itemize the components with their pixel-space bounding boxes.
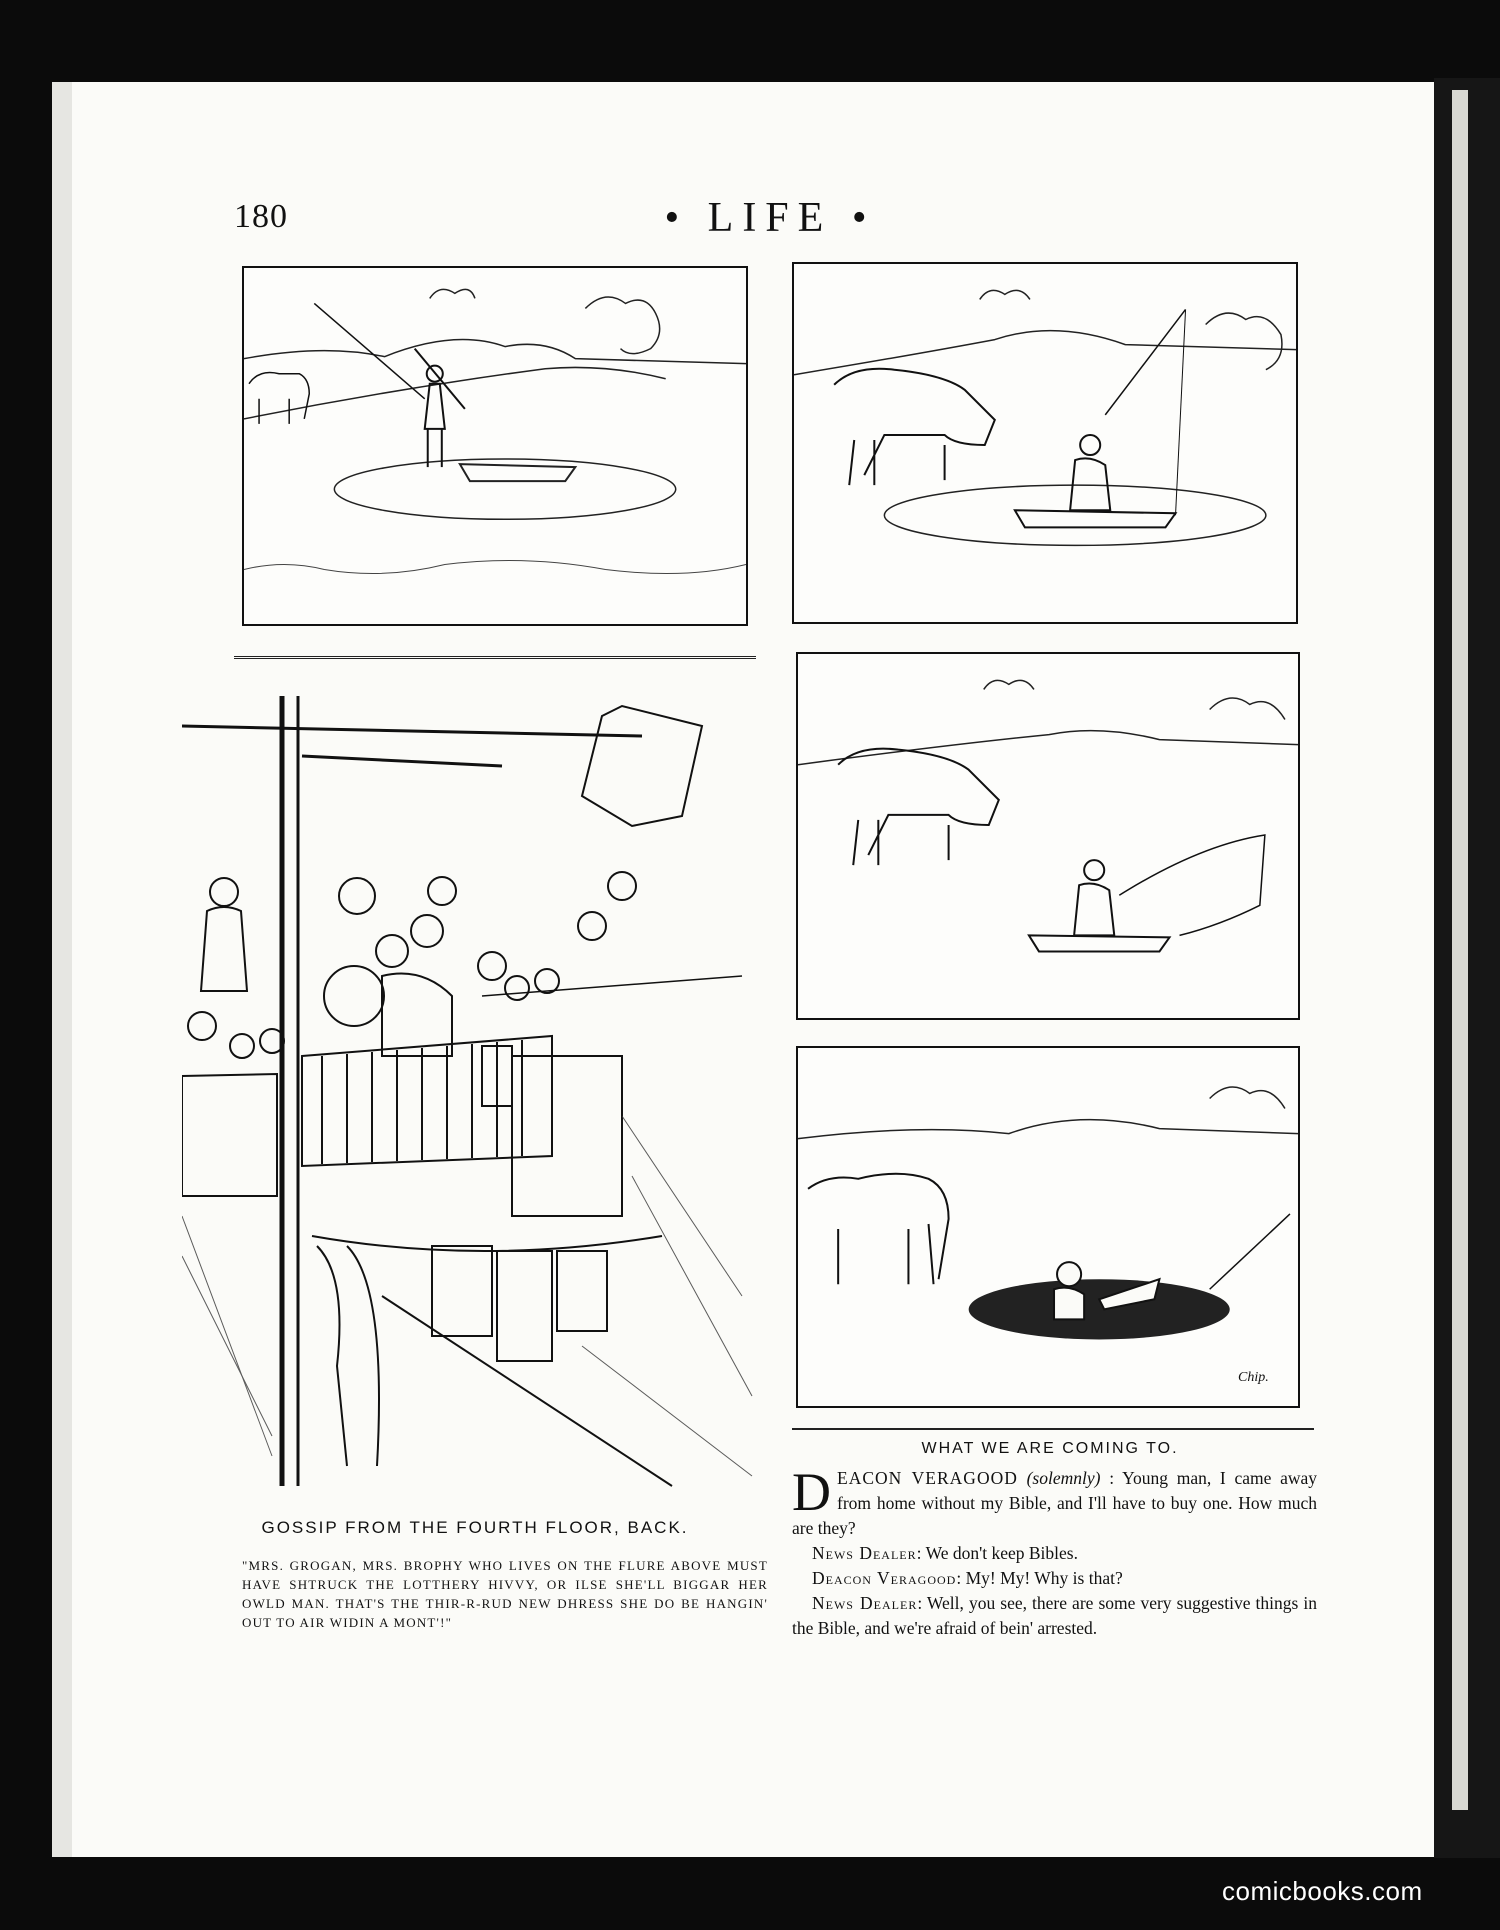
gossip-caption-quote: "MRS. GROGAN, MRS. BROPHY WHO LIVES ON THE FLURE ABOVE MUST HAVE SHTRUCK THE LOTTHERY HIVVY, OR ILSE SHE'LL BIGGAR HER OWLD MAN. THAT'S THE THIR-R-RUD NEW DHRESS SHE DO BE HANGIN' OUT TO AIR WIDIN A MONT'!" <box>242 1558 768 1630</box>
tenement-gossip-illustration <box>182 696 757 1491</box>
story-text <box>792 1462 1318 1641</box>
speaker-news-dealer: News Dealer <box>812 1543 917 1563</box>
dialogue-text: : Well, you see, there are some very suggestive things in the Bible, and we're afraid of bein' arrested. <box>792 1593 1317 1638</box>
drop-cap: D <box>792 1462 831 1522</box>
divider-rule <box>234 656 756 659</box>
magazine-title: • LIFE • <box>664 195 876 241</box>
adjacent-page-edge <box>1452 90 1468 1810</box>
story-divider-rule <box>792 1428 1314 1430</box>
story-line-4 <box>792 1591 1317 1641</box>
tenement-balcony-drawing <box>182 696 757 1491</box>
stage-direction: (solemnly) <box>1026 1468 1101 1488</box>
dialogue-text: : We don't keep Bibles. <box>916 1543 1078 1563</box>
comic-panel-2 <box>792 262 1298 624</box>
site-watermark: comicbooks.com <box>1222 1876 1423 1906</box>
speaker-deacon: EACON VERAGOOD <box>837 1468 1018 1488</box>
story-line-3 <box>792 1566 1317 1591</box>
dialogue-text: : Young man, I came away from home without my Bible, and I'll have to buy one. How much are they? <box>792 1468 1318 1538</box>
comic-panel-1 <box>242 266 748 626</box>
dialogue-text: : My! My! Why is that? <box>956 1568 1123 1588</box>
fishing-scene-illustration-4 <box>798 1048 1298 1406</box>
story-line-1 <box>792 1462 1318 1541</box>
comic-panel-4 <box>796 1046 1300 1408</box>
story-line-2 <box>792 1541 1317 1566</box>
fishing-scene-illustration-1 <box>244 268 746 624</box>
speaker-news-dealer: News Dealer <box>812 1593 918 1613</box>
fishing-scene-illustration-3 <box>798 654 1298 1018</box>
story-title: WHAT WE ARE COMING TO. <box>921 1440 1179 1457</box>
page-number: 180 <box>234 198 288 235</box>
fishing-scene-illustration-2 <box>794 264 1296 622</box>
speaker-deacon: Deacon Veragood <box>812 1568 957 1588</box>
artist-signature-chip: Chip. <box>1238 1370 1269 1385</box>
gossip-caption-title: GOSSIP FROM THE FOURTH FLOOR, BACK. <box>261 1518 689 1537</box>
comic-panel-3 <box>796 652 1300 1020</box>
